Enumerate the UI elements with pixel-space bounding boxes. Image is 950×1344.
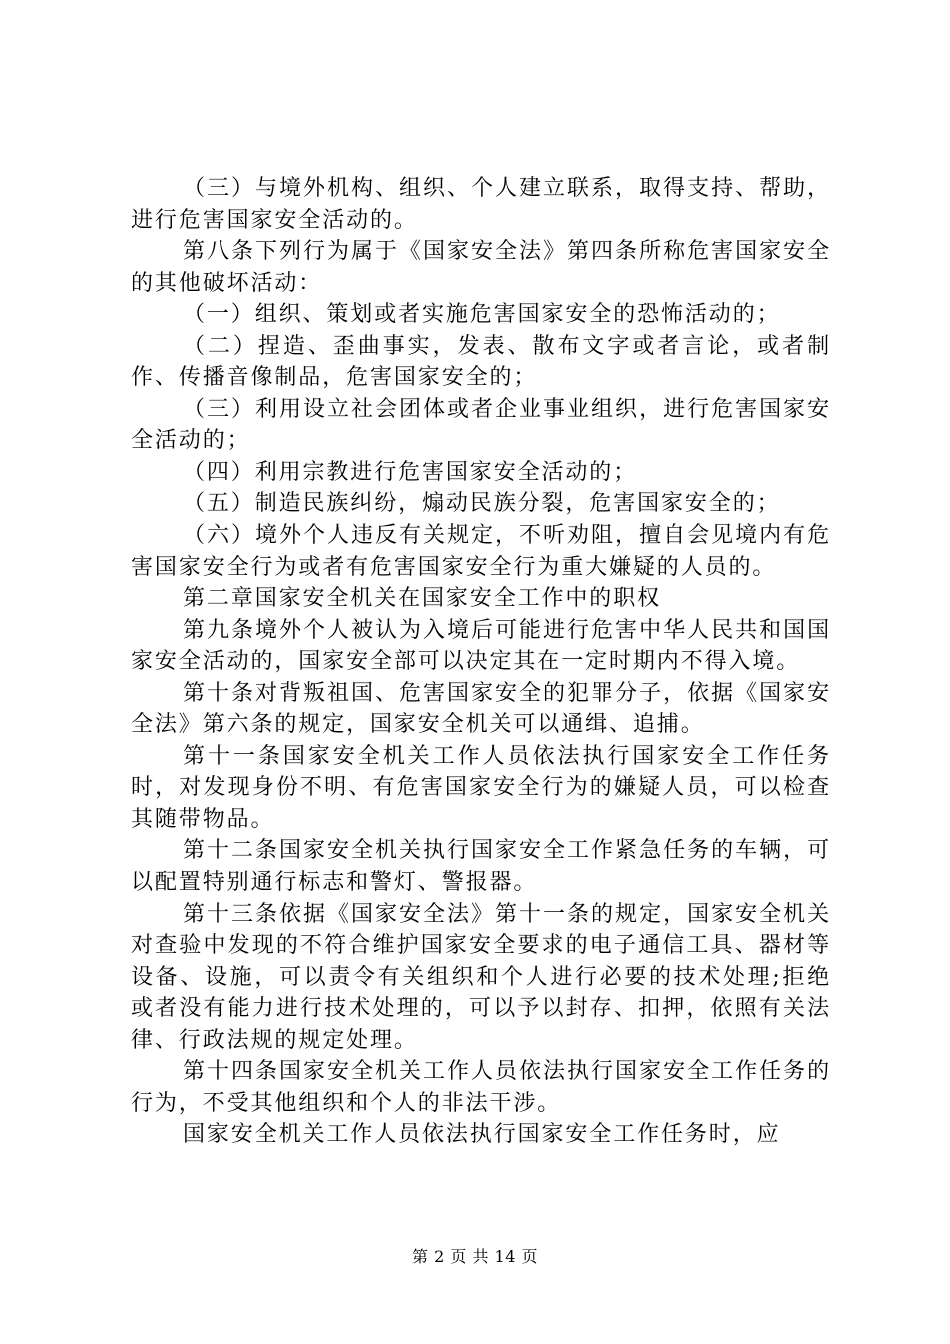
- chapter-heading: 第二章国家安全机关在国家安全工作中的职权: [183, 586, 662, 612]
- document-body: [131, 173, 831, 1151]
- page-number-footer: 第 2 页 共 14 页: [412, 1247, 538, 1266]
- paragraph: 国家安全机关工作人员依法执行国家安全工作任务时，应: [183, 1122, 781, 1148]
- paragraph: （一）组织、策划或者实施危害国家安全的恐怖活动的；: [183, 302, 781, 328]
- paragraph: 第八条下列行为属于《国家安全法》第四条所称危害国家安全的其他破坏活动：: [131, 239, 831, 296]
- paragraph: （三）利用设立社会团体或者企业事业组织，进行危害国家安全活动的；: [131, 396, 831, 454]
- paragraph: （四）利用宗教进行危害国家安全活动的；: [183, 459, 638, 485]
- paragraph: 第十三条依据《国家安全法》第十一条的规定，国家安全机关对查验中发现的不符合维护国家安全要求的电子通信工具、器材等设备、设施，可以责令有关组织和个人进行必要的技术处理;拒绝或者没有能力进行技术处理的，可以予以封存、扣押，依照有关法律、行政法规的规定处理。: [131, 901, 831, 1053]
- paragraph: （二）捏造、歪曲事实，发表、散布文字或者言论，或者制作、传播音像制品，危害国家安全的；: [131, 333, 831, 391]
- paragraph: 第十条对背叛祖国、危害国家安全的犯罪分子，依据《国家安全法》第六条的规定，国家安全机关可以通缉、追捕。: [131, 680, 831, 738]
- paragraph: 第十二条国家安全机关执行国家安全工作紧急任务的车辆，可以配置特别通行标志和警灯、警报器。: [131, 838, 831, 896]
- paragraph: （六）境外个人违反有关规定，不听劝阻，擅自会见境内有危害国家安全行为或者有危害国家安全行为重大嫌疑的人员的。: [131, 523, 831, 580]
- paragraph: （五）制造民族纠纷，煽动民族分裂，危害国家安全的；: [183, 491, 781, 517]
- paragraph: 第十四条国家安全机关工作人员依法执行国家安全工作任务的行为，不受其他组织和个人的非法干涉。: [131, 1059, 831, 1116]
- paragraph: 第十一条国家安全机关工作人员依法执行国家安全工作任务时，对发现身份不明、有危害国家安全行为的嫌疑人员，可以检查其随带物品。: [131, 743, 831, 832]
- paragraph: 第九条境外个人被认为入境后可能进行危害中华人民共和国国家安全活动的，国家安全部可以决定其在一定时期内不得入境。: [131, 617, 831, 675]
- paragraph: （三）与境外机构、组织、个人建立联系，取得支持、帮助，进行危害国家安全活动的。: [131, 176, 831, 233]
